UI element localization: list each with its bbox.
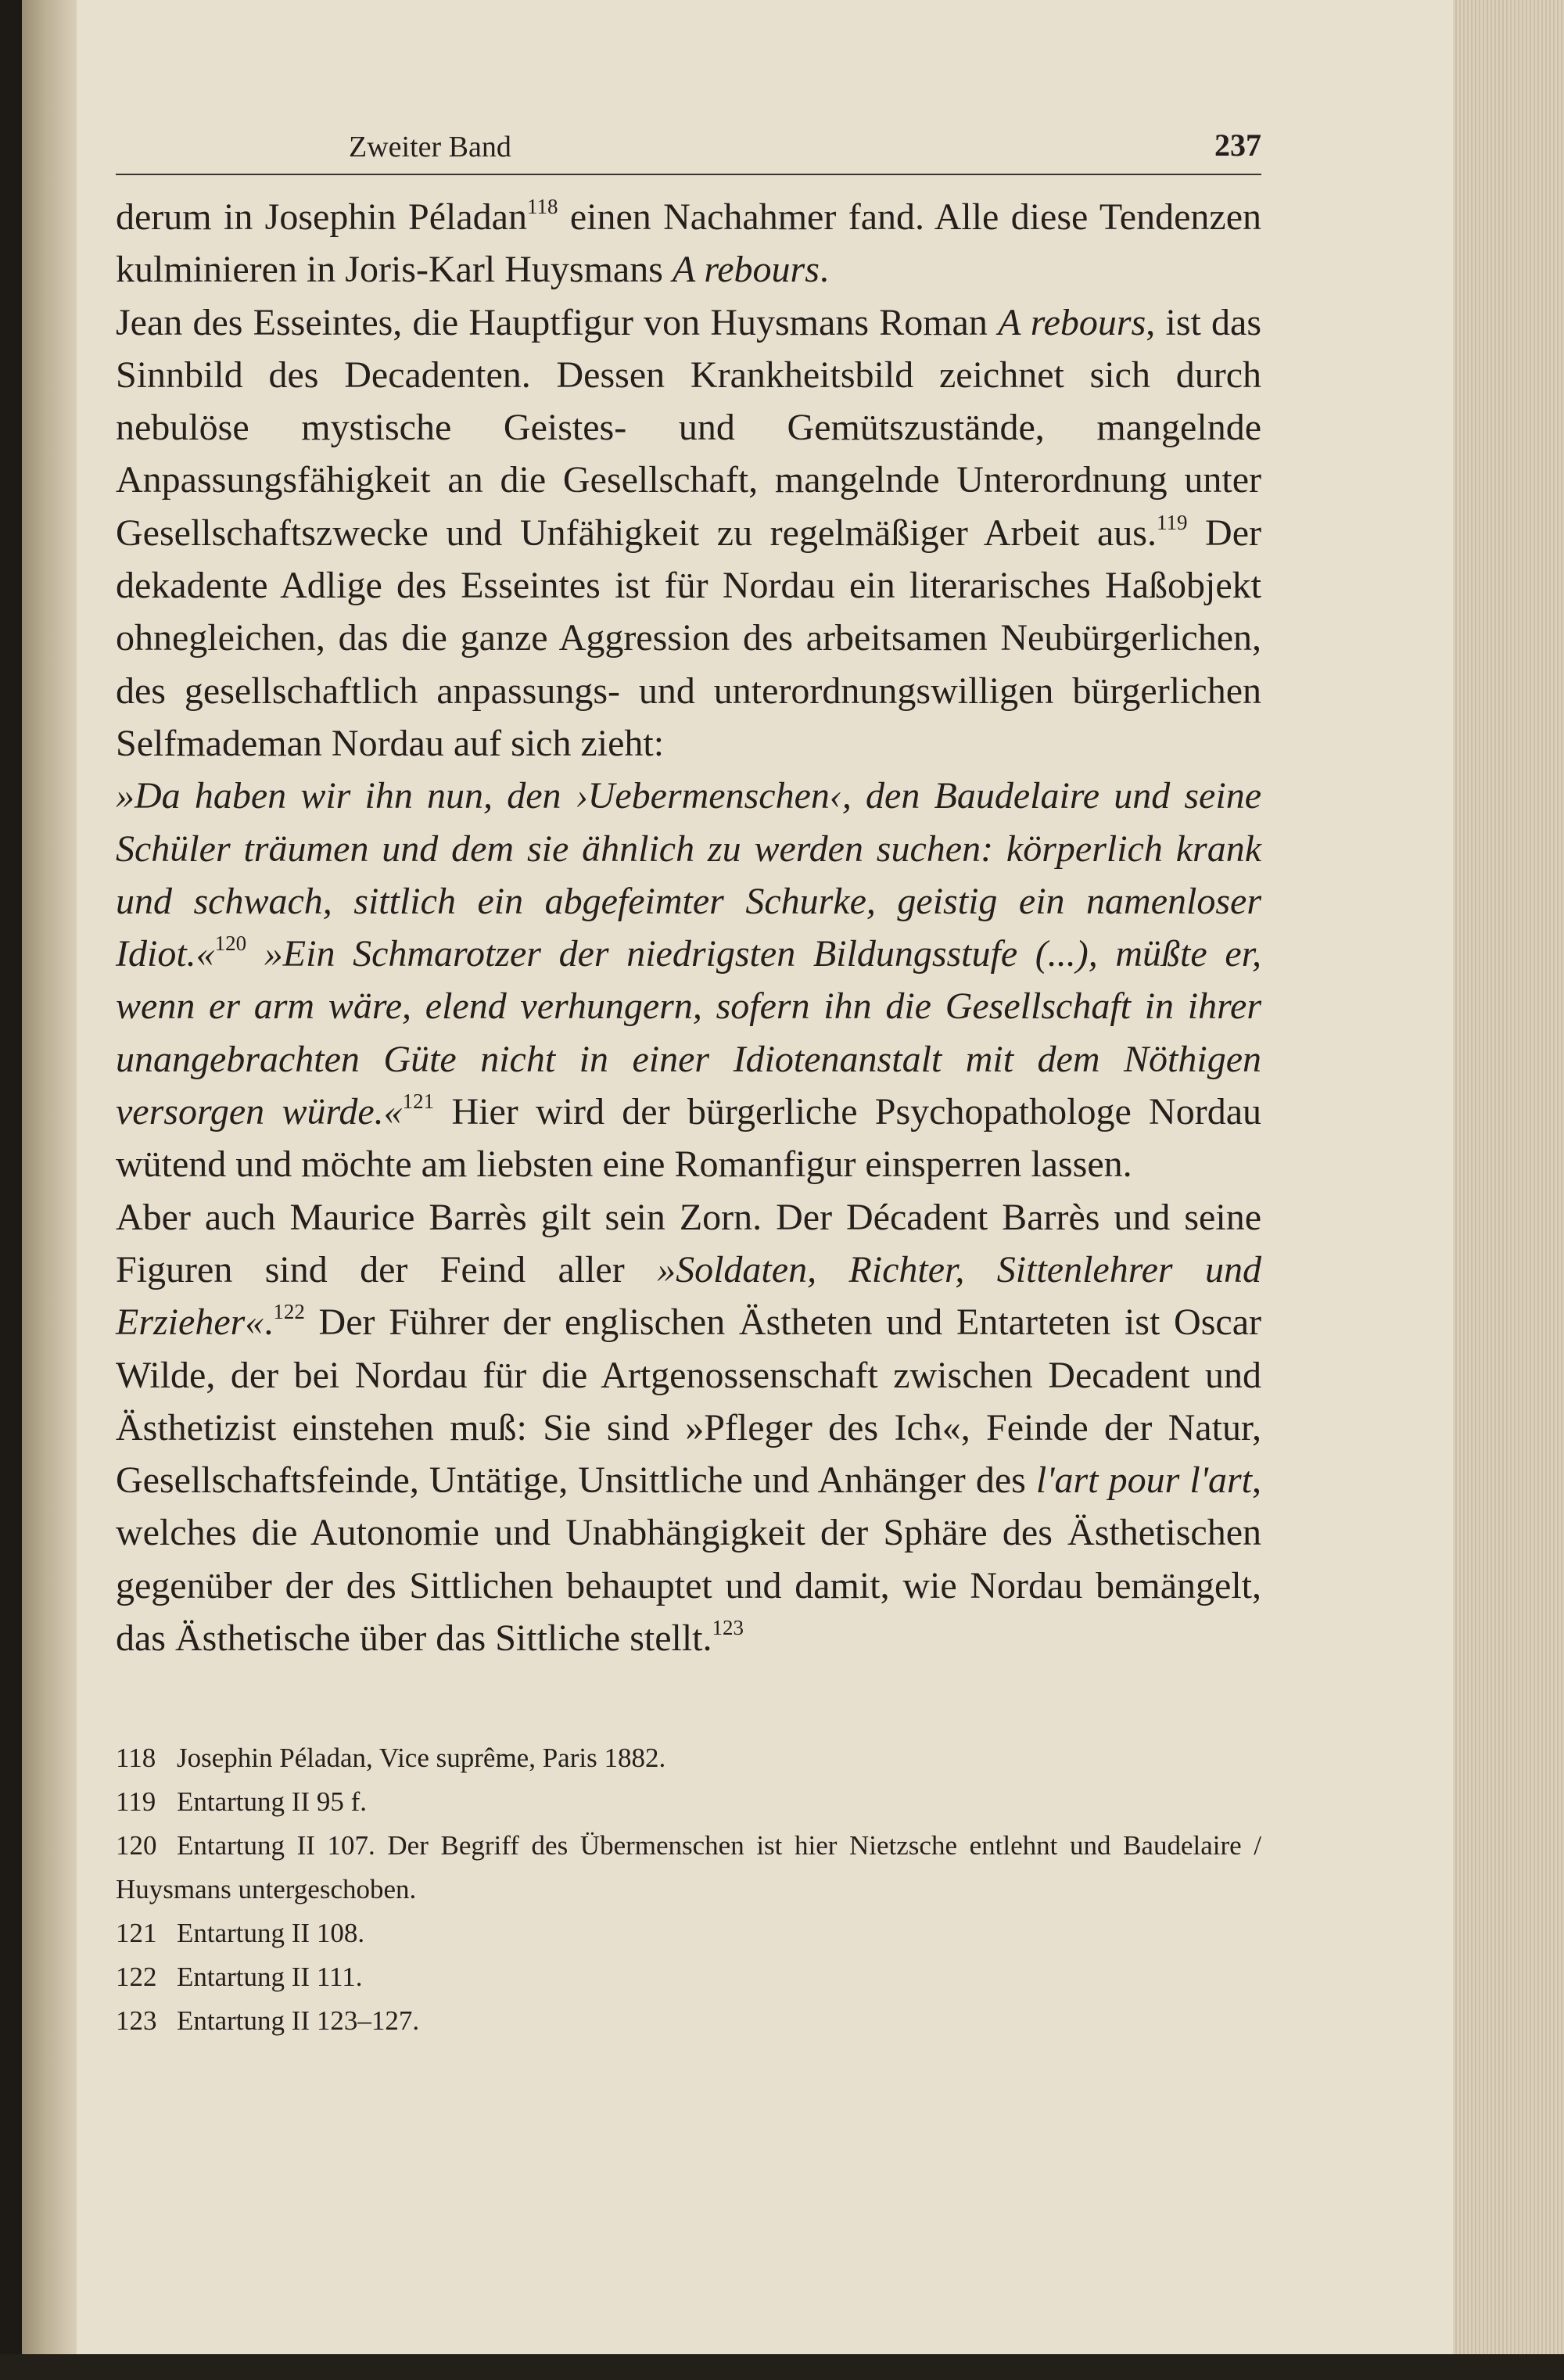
footnote-item xyxy=(116,1955,1261,1999)
footnote-item xyxy=(116,1999,1261,2043)
footnote-ref-118[interactable]: 118 xyxy=(526,195,558,218)
footnote-number: 119 xyxy=(116,1786,156,1818)
footnote-text: Entartung II 108. xyxy=(177,1918,365,1949)
page-edges xyxy=(1453,0,1564,2354)
footnote-item xyxy=(116,1912,1261,1955)
block-quote xyxy=(116,770,1261,1190)
footnote-ref-119[interactable]: 119 xyxy=(1156,510,1188,534)
quote-text: »Ein Schmarotzer der niedrigsten Bildungsstufe (...), müßte er, wenn er arm wäre, elend verhungern, sofern ihn die Gesellschaft in ihrer unangebrachten Güte nicht in einer Idiotenanstalt mit dem Nöthigen versorgen würde.« xyxy=(116,933,1261,1133)
text-run: , ist das Sinnbild des Decadenten. Dessen Krankheitsbild zeichnet sich durch nebulöse mystische Geistes- und Gemütszustände, mangelnde Anpassungsfähigkeit an die Gesellschaft, mangelnde Unterordnung unter Gesellschaftszwecke und Unfähigkeit zu regelmäßiger Arbeit aus. xyxy=(116,301,1262,554)
footnote-text: Josephin Péladan, Vice suprême, Paris 1882. xyxy=(177,1743,666,1774)
text-run: Hier wird der bürgerliche Psychopathologe Nordau wütend und möchte am liebsten eine Romanfigur einsperren lassen. xyxy=(116,1091,1261,1186)
running-head xyxy=(116,117,1261,175)
text-run: derum in Josephin Péladan xyxy=(116,196,527,238)
text-run: , welches die Autonomie und Unabhängigkeit der Sphäre des Ästhetischen gegenüber der des Sittlichen behauptet und damit, wie Nordau bemängelt, das Ästhetische über das Sittliche stellt. xyxy=(116,1459,1261,1660)
paragraph-3 xyxy=(116,1191,1261,1665)
footnote-text: Entartung II 95 f. xyxy=(177,1786,367,1818)
text-run: einen Nachahmer fand. Alle diese Tendenzen kulminieren in Joris-Karl Huysmans xyxy=(116,196,1262,291)
text-run: . xyxy=(819,249,829,291)
paragraph-1 xyxy=(116,191,1261,296)
footnote-number: 120 xyxy=(116,1830,157,1861)
footnote-ref-121[interactable]: 121 xyxy=(402,1089,435,1114)
page-number: 237 xyxy=(1214,127,1261,163)
footnote-number: 123 xyxy=(116,2005,157,2037)
book-title-a-rebours-2: A rebours xyxy=(998,301,1146,343)
footnote-ref-120[interactable]: 120 xyxy=(214,932,247,956)
book-spine-shadow xyxy=(22,0,77,2380)
scan-frame-bottom xyxy=(0,2354,1564,2380)
running-title: Zweiter Band xyxy=(349,131,511,163)
footnote-text: Entartung II 107. Der Begriff des Übermenschen ist hier Nietzsche entlehnt und Baudelaire / Huysmans untergeschoben. xyxy=(116,1830,1261,1905)
footnote-number: 121 xyxy=(116,1918,157,1949)
footnote-ref-123[interactable]: 123 xyxy=(712,1616,744,1640)
footnote-ref-122[interactable]: 122 xyxy=(273,1300,305,1324)
book-title-a-rebours: A rebours xyxy=(672,249,820,291)
footnote-text: Entartung II 123–127. xyxy=(177,2005,420,2037)
paragraph-2 xyxy=(116,296,1261,770)
text-run: Der Führer der englischen Ästheten und Entarteten ist Oscar Wilde, der bei Nordau für die Artgenossenschaft zwischen Decadent und Ästhetizist einstehen muß: Sie sind »Pfleger des Ich«, Feinde der Natur, Gesellschaftsfeinde, Untätige, Unsittliche und Anhänger des xyxy=(116,1301,1261,1502)
quote-text: »Da haben wir ihn nun, den ›Uebermenschen‹, den Baudelaire und seine Schüler träumen und dem sie ähnlich zu werden suchen: körperlich krank und schwach, sittlich ein abgefeimter Schurke, geistig ein namenloser Idiot.« xyxy=(116,775,1261,975)
text-run: . xyxy=(264,1301,274,1344)
footnote-number: 122 xyxy=(116,1962,157,1993)
text-run: Aber auch Maurice Barrès gilt sein Zorn. Der Décadent Barrès und seine Figuren sind der Feind aller xyxy=(116,1196,1261,1291)
footnote-item xyxy=(116,1780,1261,1824)
footnote-text: Entartung II 111. xyxy=(177,1962,363,1993)
phrase-lart-pour-lart: l'art pour l'art xyxy=(1035,1459,1252,1502)
footnote-item xyxy=(116,1736,1261,1780)
quoted-phrase: »Soldaten, Richter, Sittenlehrer und Erzieher« xyxy=(116,1248,1261,1344)
footnote-item xyxy=(116,1824,1261,1912)
text-block xyxy=(116,117,1261,2043)
text-run: Der dekadente Adlige des Esseintes ist für Nordau ein literarisches Haßobjekt ohnegleichen, das die ganze Aggression des arbeitsamen Neubürgerlichen, des gesellschaftlich anpassungs- und unterordnungswilligen bürgerlichen Selfmademan Nordau auf sich zieht: xyxy=(116,512,1261,764)
body-text xyxy=(116,191,1261,1664)
text-run: Jean des Esseintes, die Hauptfigur von Huysmans Roman xyxy=(116,301,999,343)
footnotes xyxy=(116,1736,1261,2043)
footnote-number: 118 xyxy=(116,1743,156,1774)
scan-frame-left xyxy=(0,0,22,2380)
